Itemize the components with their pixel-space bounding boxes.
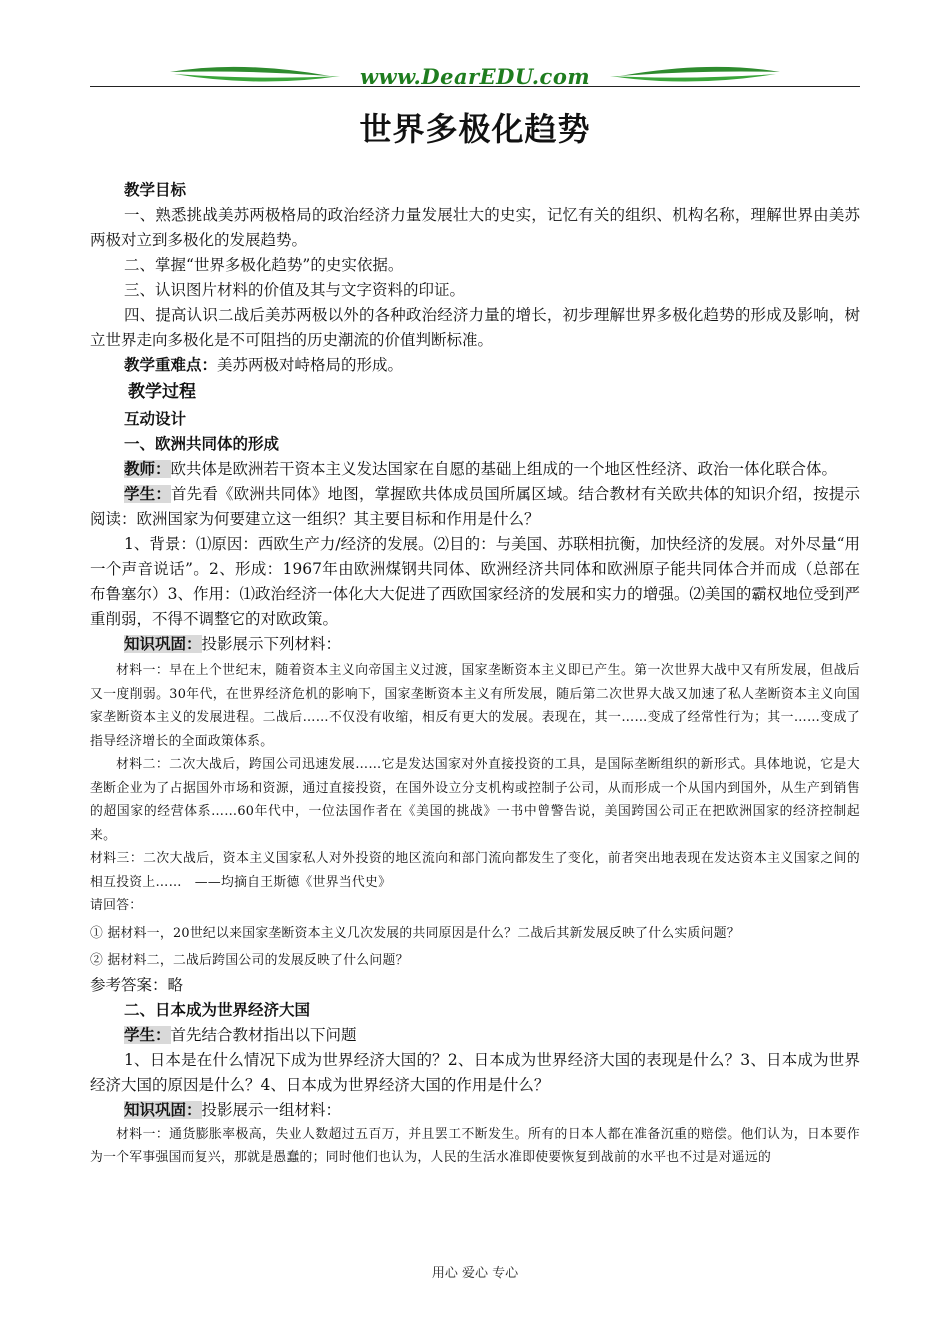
knowledge-text: 投影展示下列材料：: [201, 635, 342, 653]
reference-answer: 参考答案：略: [90, 975, 184, 994]
page-title: 世界多极化趋势: [359, 110, 591, 148]
answer-paragraph: 1、背景：⑴原因：西欧生产力/经济的发展。⑵目的：与美国、苏联相抗衡，加快经济的发展。对外尽量“用一个声音说话”。2、形成：1967年由欧洲煤钢共同体、欧洲经济共同体和欧洲原子能共同体合并而成（总部在布鲁塞尔）3、作用：⑴政治经济一体化大大促进了西欧国家经济的发展和实力的增强。⑵美国的霸权地位受到严重削弱，不得不调整它的对欧政策。: [90, 535, 861, 628]
header-rule: [90, 86, 860, 87]
process-subheading: 互动设计: [124, 410, 187, 428]
material-2-1: 材料一：通货膨胀率极高，失业人数超过五百万，并且罢工不断发生。所有的日本人都在准备沉重的赔偿。他们认为，日本要作为一个军事强国而复兴，那就是愚蠢的；同时他们也认为，人民的生活水准即使要恢复到战前的水平也不过是对遥远的: [90, 1126, 860, 1165]
teacher-paragraph: [90, 457, 860, 482]
teacher-text: 欧共体是欧洲若干资本主义发达国家在自愿的基础上组成的一个地区性经济、政治一体化联合体。: [170, 460, 838, 478]
student-text-2: 首先结合教材指出以下问题: [170, 1025, 357, 1044]
teacher-label: 教师：: [124, 460, 171, 478]
knowledge-text-2: 投影展示一组材料：: [201, 1100, 342, 1119]
site-logo-text[interactable]: www.DearEDU.com: [359, 64, 591, 89]
knowledge-paragraph: [90, 632, 860, 657]
section2-heading: 二、日本成为世界经济大国: [124, 1000, 311, 1019]
questions-paragraph: 1、日本是在什么情况下成为世界经济大国的？2、日本成为世界经济大国的表现是什么？3、日本成为世界经济大国的原因是什么？4、日本成为世界经济大国的作用是什么？: [90, 1050, 860, 1094]
knowledge-label-2: 知识巩固：: [124, 1100, 202, 1119]
material-3: 材料三：二次大战后，资本主义国家私人对外投资的地区流向和部门流向都发生了变化，前者突出地表现在发达资本主义国家之间的相互投资上…… ——均摘自王斯德《世界当代史》: [90, 851, 860, 890]
knowledge-paragraph-2: [90, 1098, 860, 1123]
student-paragraph-2: [90, 1023, 860, 1048]
key-text: 美苏两极对峙格局的形成。: [217, 356, 404, 374]
process-heading: 教学过程: [128, 382, 196, 402]
page-footer: 用心 爱心 专心: [431, 1266, 519, 1281]
key-difficulty: [90, 353, 860, 378]
goal-item: 一、熟悉挑战美苏两极格局的政治经济力量发展壮大的史实，记忆有关的组织、机构名称，理解世界由美苏两极对立到多极化的发展趋势。: [90, 206, 860, 249]
student-label: 学生：: [124, 485, 171, 503]
goal-item: 四、提高认识二战后美苏两极以外的各种政治经济力量的增长，初步理解世界多极化趋势的形成及影响，树立世界走向多极化是不可阻挡的历史潮流的价值判断标准。: [90, 306, 860, 349]
goal-item: 二、掌握“世界多极化趋势”的史实依据。: [124, 256, 404, 274]
section1-heading: 一、欧洲共同体的形成: [124, 435, 280, 453]
goals-heading: 教学目标: [124, 181, 187, 199]
student-label-2: 学生：: [124, 1025, 171, 1044]
document-body: [90, 178, 860, 1170]
student-text: 首先看《欧洲共同体》地图，掌握欧共体成员国所属区域。结合教材有关欧共体的知识介绍，按提示阅读：欧洲国家为何要建立这一组织？其主要目标和作用是什么？: [90, 485, 860, 528]
goal-item: 三、认识图片材料的价值及其与文字资料的印证。: [124, 281, 466, 299]
student-paragraph: [90, 482, 860, 532]
question-2: ② 据材料二，二战后跨国公司的发展反映了什么问题？: [90, 953, 409, 968]
material-2: 材料二：二次大战后，跨国公司迅速发展……它是发达国家对外直接投资的工具，是国际垄断组织的新形式。具体地说，它是大垄断企业为了占据国外市场和资源，通过直接投资，在国外设立分支机构或控制子公司，从而形成一个从国内到国外，从生产到销售的超国家的经营体系……60年代中，一位法国作者在《美国的挑战》一书中曾警告说，美国跨国公司正在把欧洲国家的经济控制起来。: [90, 757, 860, 843]
key-label: 教学重难点：: [124, 356, 218, 374]
knowledge-label: 知识巩固：: [124, 635, 202, 653]
material-1: 材料一：早在上个世纪末，随着资本主义向帝国主义过渡，国家垄断资本主义即已产生。第一次世界大战中又有所发展，但战后又一度削弱。30年代，在世界经济危机的影响下，国家垄断资本主义有所发展，随后第二次世界大战又加速了私人垄断资本主义向国家垄断资本主义的发展进程。二战后……不仅没有收缩，相反有更大的发展。表现在，其一……变成了经常性行为；其一……变成了指导经济增长的全面政策体系。: [90, 663, 860, 749]
ask-label: 请回答：: [90, 898, 143, 913]
question-1: ① 据材料一，20世纪以来国家垄断资本主义几次发展的共同原因是什么？二战后其新发展反映了什么实质问题？: [90, 925, 740, 941]
